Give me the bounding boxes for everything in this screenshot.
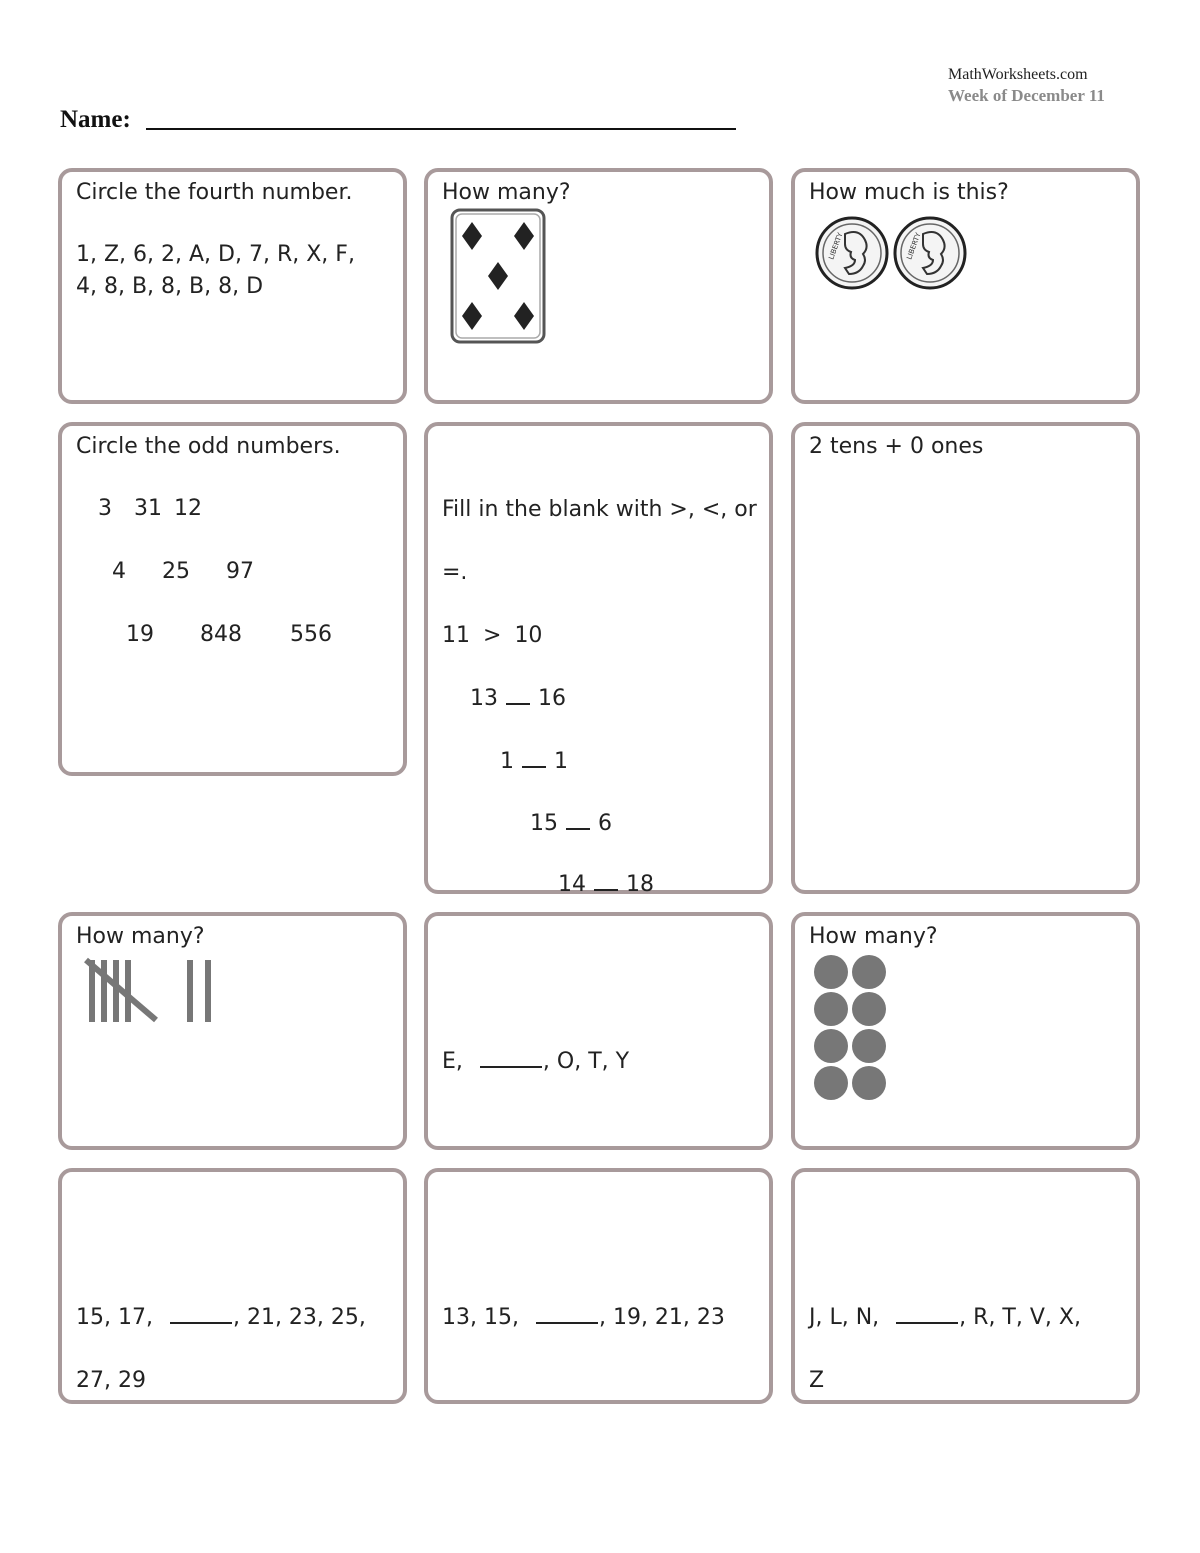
week-label: Week of December 11 [948,86,1105,105]
problem-box-11 [424,1168,773,1404]
comparison-right: 6 [598,811,612,836]
dime-coin-icon [815,216,889,290]
answer-blank[interactable] [566,828,590,830]
problem-box-2 [424,168,773,404]
number-sequence: 27, 29 [76,1368,146,1393]
number-sequence [442,1305,725,1331]
problem-box-1 [58,168,407,404]
odd-number-option[interactable]: 556 [290,622,332,647]
name-label: Name: [60,106,131,133]
problem-box-4 [58,422,407,776]
number-sequence [76,1305,366,1331]
comparison-row [470,686,566,712]
site-name: MathWorksheets.com [948,66,1088,83]
sequence-after: , 19, 21, 23 [598,1305,725,1330]
answer-blank[interactable] [522,766,546,768]
sequence-before: J, L, N, [809,1305,880,1330]
comparison-left: 13 [470,686,498,711]
problem-prompt: How many? [809,924,938,949]
problem-prompt: Fill in the blank with >, <, or [442,497,757,522]
comparison-right: 18 [626,872,654,897]
sequence-before: 13, 15, [442,1305,519,1330]
sequence-before: E, [442,1049,463,1074]
comparison-left: 11 [442,623,470,648]
problem-box-6 [791,422,1140,894]
comparison-row [500,749,568,775]
odd-number-option[interactable]: 3 [98,496,112,521]
comparison-left: 15 [530,811,558,836]
coin-lettering: LIBERTY [905,231,923,261]
dot-array-icon [813,954,889,1102]
comparison-example [442,623,542,649]
answer-blank[interactable] [480,1066,542,1068]
sequence-before: 15, 17, [76,1305,153,1330]
problem-prompt: 2 tens + 0 ones [809,434,984,459]
sequence-line: 1, Z, 6, 2, A, D, 7, R, X, F, [76,242,355,267]
comparison-left: 14 [558,872,586,897]
problem-box-5 [424,422,773,897]
answer-blank[interactable] [536,1322,598,1324]
odd-number-option[interactable]: 19 [126,622,154,647]
answer-blank[interactable] [896,1322,958,1324]
odd-number-option[interactable]: 31 [134,496,162,521]
odd-number-option[interactable]: 97 [226,559,254,584]
sequence-after: , 21, 23, 25, [232,1305,366,1330]
dime-coin-icon [893,216,967,290]
problem-box-7 [58,912,407,1150]
comparison-right: 10 [514,623,543,648]
letter-sequence [809,1305,1081,1331]
letter-sequence [442,1049,629,1075]
problem-box-10 [58,1168,407,1404]
sequence-line: 4, 8, B, 8, B, 8, D [76,274,264,299]
odd-number-option[interactable]: 25 [162,559,190,584]
answer-blank[interactable] [594,889,618,891]
coin-lettering: LIBERTY [827,231,845,261]
problem-box-3 [791,168,1140,404]
comparison-left: 1 [500,749,514,774]
problem-prompt: Circle the fourth number. [76,180,353,205]
comparison-sign: > [483,623,502,648]
comparison-row [530,811,612,837]
problem-prompt: =. [442,560,468,585]
comparison-right: 1 [554,749,568,774]
problem-box-8 [424,912,773,1150]
problem-box-12 [791,1168,1140,1404]
sequence-after: , R, T, V, X, [959,1305,1081,1330]
problem-box-9 [791,912,1140,1150]
problem-prompt: How many? [76,924,205,949]
tally-marks-icon [84,956,224,1026]
problem-prompt: How many? [442,180,571,205]
letter-sequence: Z [809,1368,825,1393]
problem-prompt: Circle the odd numbers. [76,434,341,459]
odd-number-option[interactable]: 12 [174,496,202,521]
problem-prompt: How much is this? [809,180,1009,205]
comparison-row [558,872,654,898]
sequence-after: , O, T, Y [542,1049,630,1074]
odd-number-option[interactable]: 848 [200,622,242,647]
odd-number-option[interactable]: 4 [112,559,126,584]
answer-blank[interactable] [506,703,530,705]
name-line [146,128,736,130]
answer-blank[interactable] [170,1322,232,1324]
five-of-diamonds-card-icon [450,208,546,344]
comparison-right: 16 [538,686,566,711]
